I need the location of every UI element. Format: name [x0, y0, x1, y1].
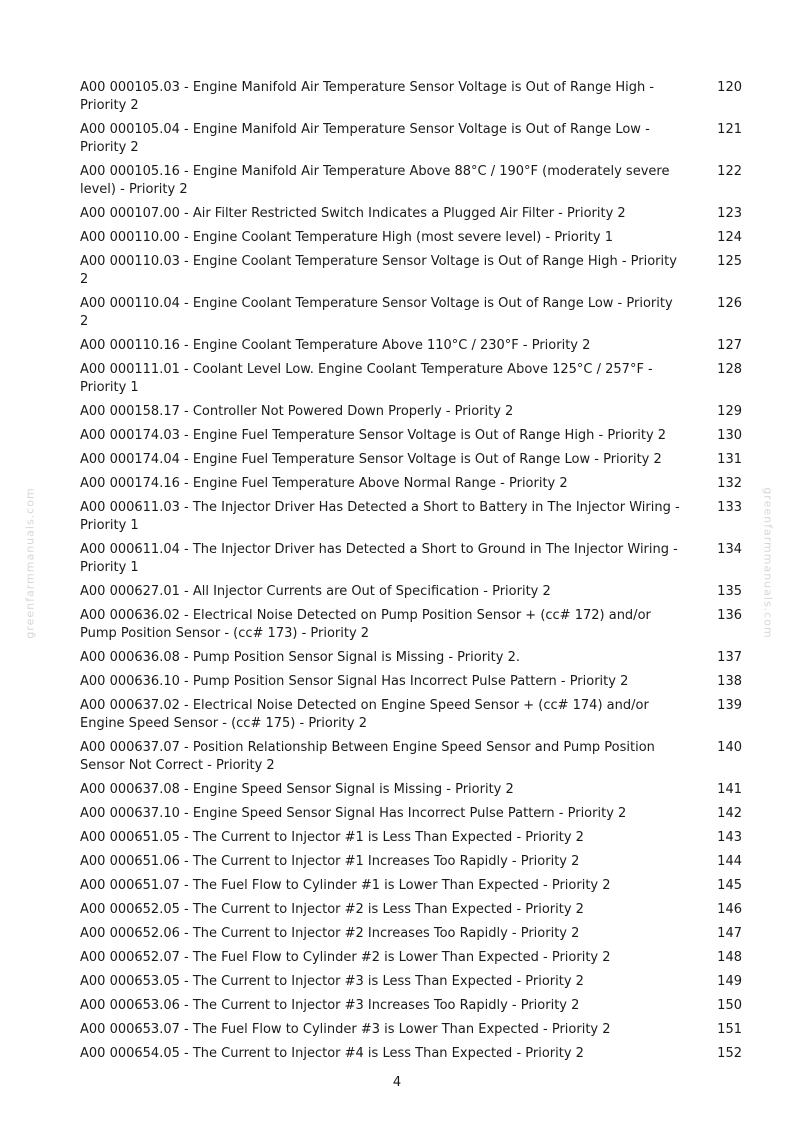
toc-entry[interactable]: [80, 475, 742, 493]
toc-entry-title: A00 000174.04 - Engine Fuel Temperature Sensor Voltage is Out of Range Low - Priority 2: [80, 452, 662, 467]
toc-entry-page: 150: [717, 998, 742, 1013]
toc-entry-page: 135: [717, 584, 742, 599]
toc-entry-page: 142: [717, 806, 742, 821]
toc-entry-page: 126: [717, 296, 742, 311]
toc-entry-page: 136: [717, 608, 742, 623]
toc-entry-page: 130: [717, 428, 742, 443]
toc-entry-page: 122: [717, 164, 742, 179]
toc-entry[interactable]: [80, 451, 742, 469]
toc-entry-title: A00 000611.03 - The Injector Driver Has Detected a Short to Battery in The Injector Wiring - Priority 1: [80, 500, 680, 533]
toc-entry[interactable]: [80, 361, 742, 397]
watermark-right: greenfarmmanuals.com: [761, 487, 775, 639]
toc-entry[interactable]: [80, 121, 742, 157]
toc-entry[interactable]: [80, 607, 742, 643]
toc-entry-page: 149: [717, 974, 742, 989]
toc-entry-title: A00 000105.16 - Engine Manifold Air Temperature Above 88°C / 190°F (moderately severe level) - Priority 2: [80, 164, 670, 197]
toc-entry[interactable]: [80, 973, 742, 991]
toc-entry-title: A00 000653.05 - The Current to Injector #3 is Less Than Expected - Priority 2: [80, 974, 584, 989]
toc-entry-title: A00 000636.10 - Pump Position Sensor Signal Has Incorrect Pulse Pattern - Priority 2: [80, 674, 629, 689]
toc-entry[interactable]: [80, 427, 742, 445]
toc-entry[interactable]: [80, 697, 742, 733]
toc-entry-title: A00 000105.03 - Engine Manifold Air Temperature Sensor Voltage is Out of Range High - Priority 2: [80, 80, 655, 113]
toc-entry[interactable]: [80, 829, 742, 847]
toc-entry[interactable]: [80, 1021, 742, 1039]
toc-entry-page: 129: [717, 404, 742, 419]
toc-entry[interactable]: [80, 739, 742, 775]
toc-entry-page: 152: [717, 1046, 742, 1061]
toc-entry-title: A00 000636.02 - Electrical Noise Detected on Pump Position Sensor + (cc# 172) and/or Pump Position Sensor - (cc# 173) - Priority 2: [80, 608, 651, 641]
toc-entry-page: 132: [717, 476, 742, 491]
toc-entry-title: A00 000107.00 - Air Filter Restricted Switch Indicates a Plugged Air Filter - Priority 2: [80, 206, 626, 221]
toc-entry[interactable]: [80, 79, 742, 115]
toc-entry[interactable]: [80, 901, 742, 919]
toc-entry-title: A00 000651.07 - The Fuel Flow to Cylinder #1 is Lower Than Expected - Priority 2: [80, 878, 611, 893]
toc-entry-title: A00 000111.01 - Coolant Level Low. Engine Coolant Temperature Above 125°C / 257°F - Priority 1: [80, 362, 653, 395]
toc-entry[interactable]: [80, 673, 742, 691]
page-number: 4: [392, 1075, 402, 1090]
toc-entry[interactable]: [80, 853, 742, 871]
toc-entry[interactable]: [80, 649, 742, 667]
toc-entry-title: A00 000637.08 - Engine Speed Sensor Signal is Missing - Priority 2: [80, 782, 514, 797]
toc-entry-title: A00 000174.03 - Engine Fuel Temperature Sensor Voltage is Out of Range High - Priority 2: [80, 428, 667, 443]
toc-entry-page: 138: [717, 674, 742, 689]
toc-entry[interactable]: [80, 925, 742, 943]
toc-entry-page: 121: [717, 122, 742, 137]
toc-entry-page: 139: [717, 698, 742, 713]
toc-entry[interactable]: [80, 253, 742, 289]
toc-entry-title: A00 000110.16 - Engine Coolant Temperature Above 110°C / 230°F - Priority 2: [80, 338, 591, 353]
toc-entry-title: A00 000652.06 - The Current to Injector #2 Increases Too Rapidly - Priority 2: [80, 926, 580, 941]
toc-entry[interactable]: [80, 949, 742, 967]
toc-entry[interactable]: [80, 541, 742, 577]
toc-entry-title: A00 000636.08 - Pump Position Sensor Signal is Missing - Priority 2.: [80, 650, 520, 665]
toc-entry-page: 133: [717, 500, 742, 515]
toc-entry[interactable]: [80, 805, 742, 823]
toc-entry-title: A00 000652.05 - The Current to Injector #2 is Less Than Expected - Priority 2: [80, 902, 584, 917]
toc-entry-title: A00 000651.06 - The Current to Injector #1 Increases Too Rapidly - Priority 2: [80, 854, 580, 869]
toc-entry-page: 143: [717, 830, 742, 845]
toc-entry-title: A00 000654.05 - The Current to Injector #4 is Less Than Expected - Priority 2: [80, 1046, 584, 1061]
toc-entry-title: A00 000110.00 - Engine Coolant Temperature High (most severe level) - Priority 1: [80, 230, 613, 245]
toc-entry[interactable]: [80, 997, 742, 1015]
toc-entry-title: A00 000651.05 - The Current to Injector #1 is Less Than Expected - Priority 2: [80, 830, 584, 845]
toc-entry-title: A00 000158.17 - Controller Not Powered Down Properly - Priority 2: [80, 404, 514, 419]
toc-entry[interactable]: [80, 205, 742, 223]
toc-entry-title: A00 000637.10 - Engine Speed Sensor Signal Has Incorrect Pulse Pattern - Priority 2: [80, 806, 627, 821]
toc-entry-page: 137: [717, 650, 742, 665]
toc-entry-page: 151: [717, 1022, 742, 1037]
toc-entry-page: 124: [717, 230, 742, 245]
toc-entry-page: 131: [717, 452, 742, 467]
toc-entry-page: 141: [717, 782, 742, 797]
toc-entry-title: A00 000174.16 - Engine Fuel Temperature Above Normal Range - Priority 2: [80, 476, 568, 491]
toc-entry-title: A00 000637.02 - Electrical Noise Detected on Engine Speed Sensor + (cc# 174) and/or Engine Speed Sensor - (cc# 175) - Priority 2: [80, 698, 649, 731]
toc-entry-title: A00 000105.04 - Engine Manifold Air Temperature Sensor Voltage is Out of Range Low - Priority 2: [80, 122, 650, 155]
toc-entry[interactable]: [80, 337, 742, 355]
toc-entry-page: 147: [717, 926, 742, 941]
toc-entry-page: 127: [717, 338, 742, 353]
toc-entry[interactable]: [80, 403, 742, 421]
toc-entry-title: A00 000110.04 - Engine Coolant Temperature Sensor Voltage is Out of Range Low - Priority 2: [80, 296, 673, 329]
toc-entry-page: 144: [717, 854, 742, 869]
toc-entry-title: A00 000627.01 - All Injector Currents are Out of Specification - Priority 2: [80, 584, 551, 599]
toc-entry-title: A00 000653.07 - The Fuel Flow to Cylinder #3 is Lower Than Expected - Priority 2: [80, 1022, 611, 1037]
toc-entry[interactable]: [80, 295, 742, 331]
toc-entry[interactable]: [80, 499, 742, 535]
toc-entry[interactable]: [80, 163, 742, 199]
toc-entry[interactable]: [80, 1045, 742, 1063]
toc-entry-title: A00 000652.07 - The Fuel Flow to Cylinder #2 is Lower Than Expected - Priority 2: [80, 950, 611, 965]
watermark-left: greenfarmmanuals.com: [23, 487, 37, 639]
toc-entry[interactable]: [80, 583, 742, 601]
toc-entry-page: 146: [717, 902, 742, 917]
toc-entry-page: 120: [717, 80, 742, 95]
toc-entry-title: A00 000611.04 - The Injector Driver has Detected a Short to Ground in The Injector Wiring - Priority 1: [80, 542, 678, 575]
table-of-contents: [80, 79, 742, 1069]
toc-entry-page: 125: [717, 254, 742, 269]
toc-entry-title: A00 000637.07 - Position Relationship Between Engine Speed Sensor and Pump Position Sensor Not Correct - Priority 2: [80, 740, 655, 773]
toc-entry-page: 148: [717, 950, 742, 965]
toc-entry-page: 134: [717, 542, 742, 557]
toc-entry[interactable]: [80, 877, 742, 895]
toc-entry-title: A00 000110.03 - Engine Coolant Temperature Sensor Voltage is Out of Range High - Priority 2: [80, 254, 677, 287]
toc-entry-title: A00 000653.06 - The Current to Injector #3 Increases Too Rapidly - Priority 2: [80, 998, 580, 1013]
toc-entry[interactable]: [80, 229, 742, 247]
toc-entry-page: 128: [717, 362, 742, 377]
toc-entry-page: 140: [717, 740, 742, 755]
toc-entry[interactable]: [80, 781, 742, 799]
toc-entry-page: 123: [717, 206, 742, 221]
toc-entry-page: 145: [717, 878, 742, 893]
